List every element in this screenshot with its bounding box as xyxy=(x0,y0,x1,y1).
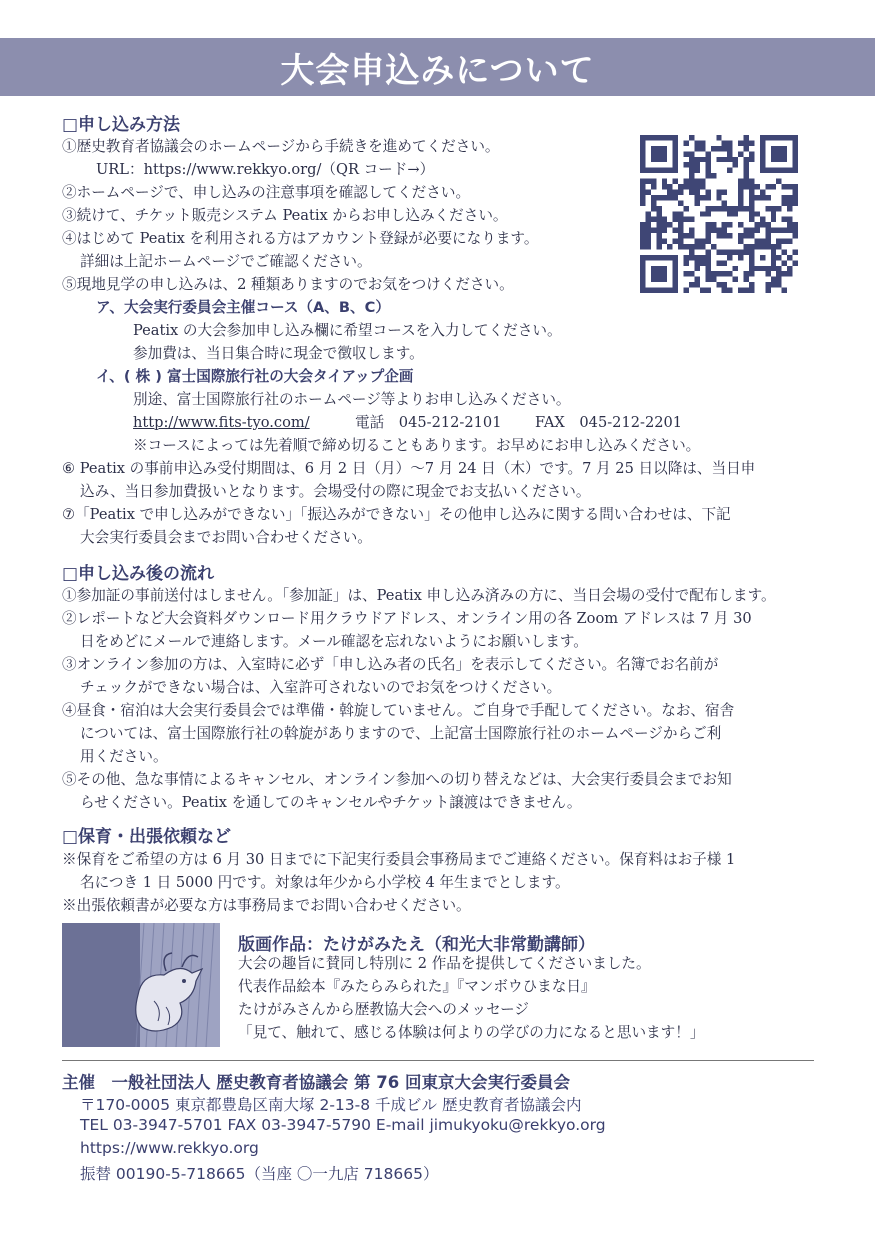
text-line: 名につき 1 日 5000 円です。対象は年少から小学校 4 年生までとします。 xyxy=(80,874,570,891)
text-line: ①歴史教育者協議会のホームページから手続きを進めてください。 xyxy=(62,138,500,155)
text-line: 込み、当日参加費扱いとなります。会場受付の際に現金でお支払いください。 xyxy=(80,483,591,500)
fits-phone: 電話 045-212-2101 xyxy=(355,414,502,431)
title-banner xyxy=(0,38,875,96)
text-line: ※出張依頼書が必要な方は事務局までお問い合わせください。 xyxy=(62,897,471,914)
text-line: 別途、富士国際旅行社のホームページ等よりお申し込みください。 xyxy=(133,391,571,408)
section-heading-after-application: □申し込み後の流れ xyxy=(62,564,215,584)
text-line: ⑤現地見学の申し込みは、2 種類ありますのでお気をつけください。 xyxy=(62,276,514,293)
note-line: ※コースによっては先着順で締め切ることもあります。お早めにお申し込みください。 xyxy=(133,437,701,454)
bank-transfer: 振替 00190-5-718665（当座 〇一九店 718665） xyxy=(80,1165,439,1183)
fits-link[interactable]: http://www.fits-tyo.com/ xyxy=(133,414,310,431)
text-line: らせください。Peatix を通してのキャンセルやチケット譲渡はできません。 xyxy=(80,794,582,811)
address: 〒170-0005 東京都豊島区南大塚 2-13-8 千成ビル 歴史教育者協議会内 xyxy=(80,1096,582,1114)
text-line: ①参加証の事前送付はしません。「参加証」は、Peatix 申し込み済みの方に、当日会場の受付で配布します。 xyxy=(62,587,776,604)
text-line: ④昼食・宿泊は大会実行委員会では準備・斡旋していません。ご自身で手配してください。なお、宿舎 xyxy=(62,702,735,719)
footer-divider xyxy=(62,1060,814,1061)
website-link[interactable]: https://www.rekkyo.org xyxy=(80,1139,259,1157)
text-line: ④はじめて Peatix を利用される方はアカウント登録が必要になります。 xyxy=(62,230,539,247)
artwork-text: たけがみさんから歴教協大会へのメッセージ xyxy=(238,1001,530,1018)
text-line: 大会実行委員会までお問い合わせください。 xyxy=(80,529,372,546)
course-b-title: イ、( 株 ) 富士国際旅行社の大会タイアップ企画 xyxy=(96,368,414,385)
text-line: ⑦「Peatix で申し込みができない」「振込みができない」その他申し込みに関する問い合わせは、下記 xyxy=(62,506,731,523)
text-line: チェックができない場合は、入室許可されないのでお気をつけください。 xyxy=(80,679,562,696)
fits-fax: FAX 045-212-2201 xyxy=(535,414,683,431)
section-heading-application-method: □申し込み方法 xyxy=(62,115,181,135)
text-line: ③オンライン参加の方は、入室時に必ず「申し込み者の氏名」を表示してください。名簿でお名前が xyxy=(62,656,719,673)
text-line: 参加費は、当日集合時に現金で徴収します。 xyxy=(133,345,424,362)
contact-info: TEL 03-3947-5701 FAX 03-3947-5790 E-mail jimukyoku@rekkyo.org xyxy=(80,1116,606,1134)
text-line: Peatix の大会参加申し込み欄に希望コースを入力してください。 xyxy=(133,322,562,339)
text-line: ②ホームページで、申し込みの注意事項を確認してください。 xyxy=(62,184,471,201)
page-title: 大会申込みについて xyxy=(280,50,595,91)
qr-code-icon xyxy=(640,135,798,293)
section-heading-childcare: □保育・出張依頼など xyxy=(62,827,232,847)
artwork-title: 版画作品：たけがみたえ（和光大非常勤講師） xyxy=(238,935,595,955)
organizer: 主催 一般社団法人 歴史教育者協議会 第 76 回東京大会実行委員会 xyxy=(62,1073,570,1092)
text-line: 日をめどにメールで連絡します。メール確認を忘れないようにお願いします。 xyxy=(80,633,588,650)
url-line: URL：https://www.rekkyo.org/（QR コード→） xyxy=(96,161,435,178)
text-line: 詳細は上記ホームページでご確認ください。 xyxy=(80,253,372,270)
text-line: 用ください。 xyxy=(80,748,168,765)
artwork-text: 代表作品絵本『みたらみられた』『マンボウひまな日』 xyxy=(238,978,596,995)
course-a-title: ア、大会実行委員会主催コース（A、B、C） xyxy=(96,299,390,316)
text-line: ⑥ Peatix の事前申込み受付期間は、6 月 2 日（月）～7 月 24 日（木）です。7 月 25 日以降は、当日申 xyxy=(62,460,756,477)
artwork-print-image xyxy=(62,923,220,1047)
text-line: ※保育をご希望の方は 6 月 30 日までに下記実行委員会事務局までご連絡ください。保育料はお子様 1 xyxy=(62,851,736,868)
text-line: については、富士国際旅行社の斡旋がありますので、上記富士国際旅行社のホームページからご利 xyxy=(80,725,722,742)
text-line: ②レポートなど大会資料ダウンロード用クラウドアドレス、オンライン用の各 Zoom アドレスは 7 月 30 xyxy=(62,610,752,627)
artwork-message: 「見て、触れて、感じる体験は何よりの学びの力になると思います！」 xyxy=(238,1024,705,1041)
artwork-text: 大会の趣旨に賛同し特別に 2 作品を提供してくださいました。 xyxy=(238,955,651,972)
text-line: ⑤その他、急な事情によるキャンセル、オンライン参加への切り替えなどは、大会実行委員会までお知 xyxy=(62,771,732,788)
text-line: ③続けて、チケット販売システム Peatix からお申し込みください。 xyxy=(62,207,508,224)
